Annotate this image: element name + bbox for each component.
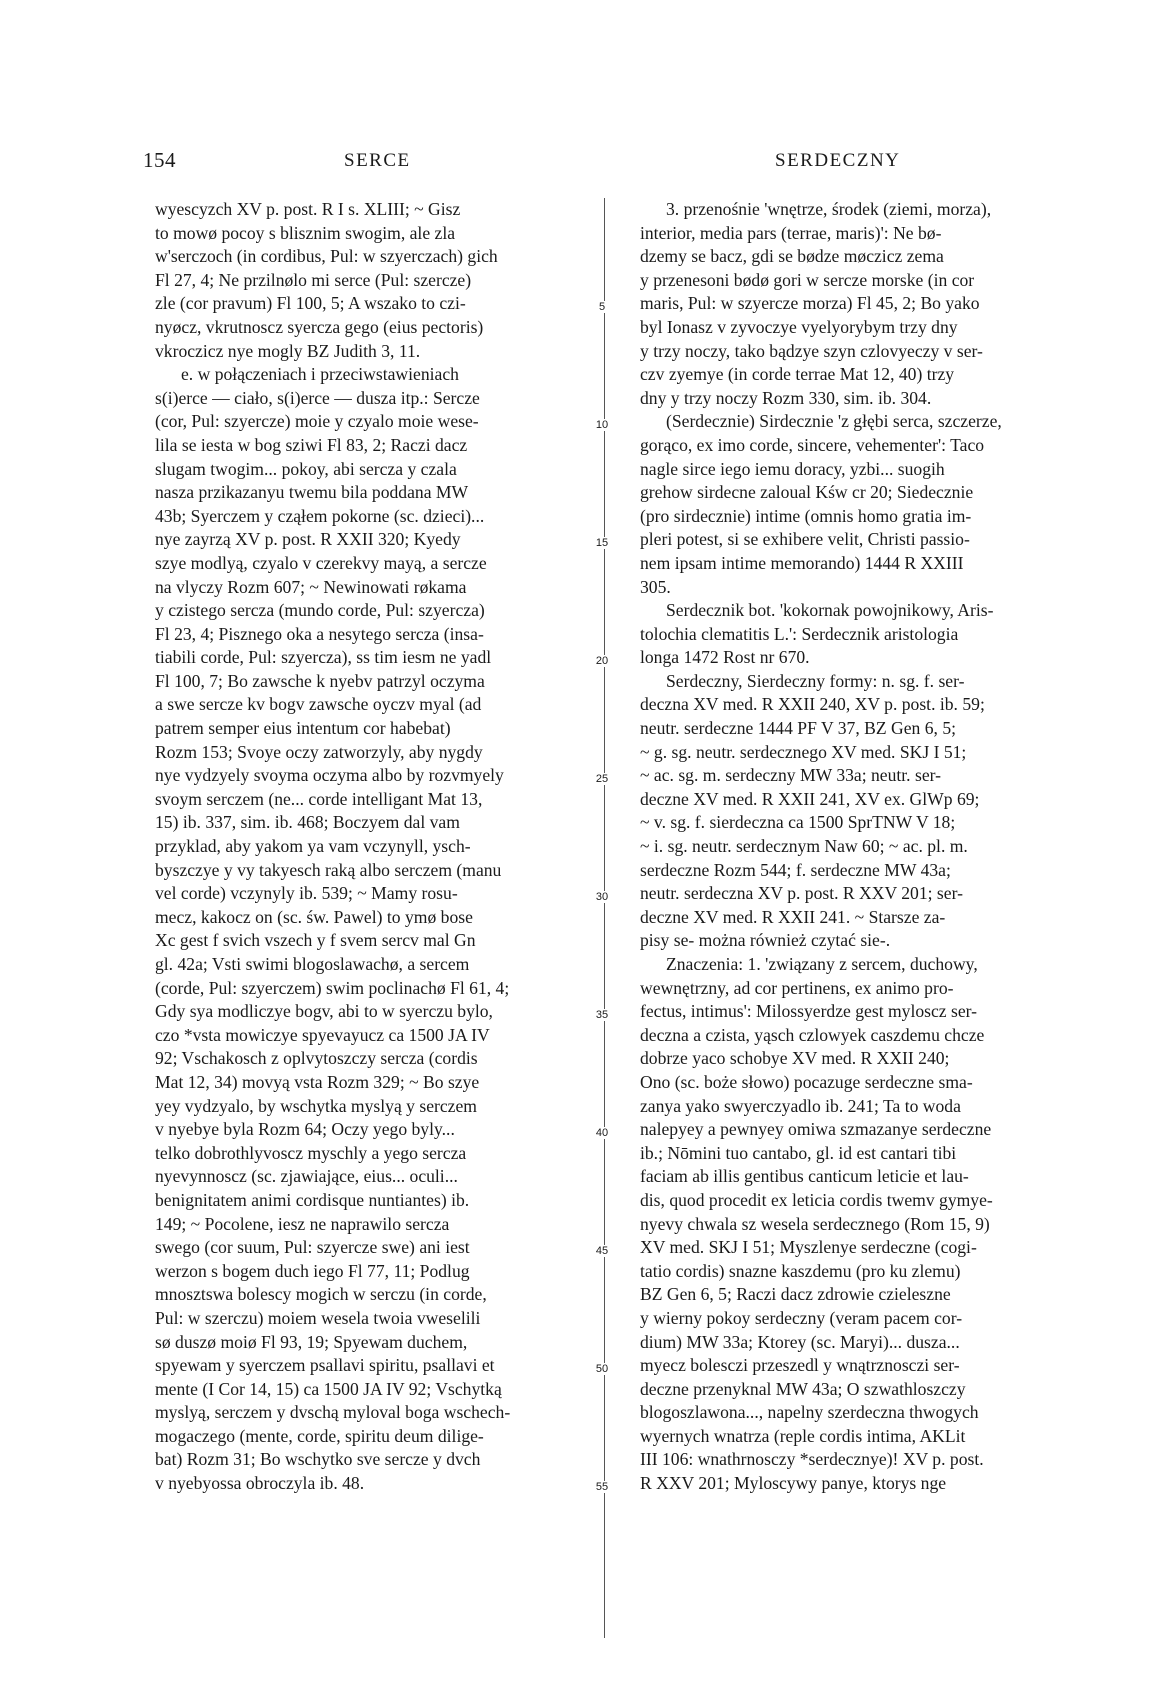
right-paragraph-4: Serdeczny, Sierdeczny formy: n. sg. f. ser- deczna XV med. R XXII 240, XV p. post. ib. 59; neutr. serdeczne 1444 PF V 37, BZ Gen 6, 5; ~ g. sg. neutr. serdecznego XV med. SKJ I 51; ~ ac. sg. m. serdeczny MW 33a; neutr. ser- deczne XV med. R XXII 241, XV ex. GlWp 69; ~ v. sg. f. sierdeczna ca 1500 SprTNW V 18; ~ i. sg. neutr. serdecznym Naw 60; ~ ac. pl. m. serdeczne Rozm 544; f. serdeczne MW 43a; neutr. serdeczna XV p. post. R XXV 201; ser- deczne XV med. R XXII 241. ~ Starsze za- pisy se- można również czytać sie-. [640,670,985,951]
line-number: 35 [590,1009,614,1021]
line-number: 30 [590,891,614,903]
line-number: 5 [590,301,614,313]
left-paragraph-1: wyescyzch XV p. post. R I s. XLIII; ~ Gisz to mowø pocoy s blisznim swogim, ale zla w'serczoch (in cordibus, Pul: w szyerczach) gich Fl 27, 4; Ne przilnølo mi serce (Pul: szercze) zle (cor pravum) Fl 100, 5; A wszako to czi- nyøcz, vkrutnoscz syercza gego (eius pectoris) vkroczicz nye mogly BZ Judith 3, 11. [155,199,498,361]
right-paragraph-5: Znaczenia: 1. 'związany z sercem, duchowy, wewnętrzny, ad cor pertinens, ex animo pro- fectus, intimus': Milossyerdze gest myloscz ser- deczna a czista, yąsch czlowyek caszdemu chcze dobrze yaco schobye XV med. R XXII 240; Ono (sc. boże słowo) pocazuge serdeczne sma- zanya yako swyerczyadlo ib. 241; Ta to woda nalepyey a pewnyey omiwa szmazanye serdeczne ib.; Nōmini tuo cantabo, gl. id est cantari tibi faciam ab illis gentibus canticum leticie et lau- dis, quod procedit ex leticia cordis twemv gymye- nyevy chwala sz wesela serdecznego (Rom 15, 9) XV med. SKJ I 51; Myszlenye serdeczne (cogi- tatio cordis) snazne kaszdemu (pro ku zlemu) BZ Gen 6, 5; Raczi dacz zdrowie czieleszne y wierny pokoy serdeczny (veram pacem cor- dium) MW 33a; Ktorey (sc. Maryi)... dusza... myecz bolesczi przeszedl y wnątrznosczi ser- deczne przenyknal MW 43a; O szwathloszczy blogoszlawona..., napelny szerdeczna thwogych wyernych wnatrza (reple cordis intima, AKLit III 106: wnathrnosczy *serdecznye)! XV p. post. R XXV 201; Myloscywy panye, ktorys nge [640,954,993,1494]
right-column [640,198,1048,1496]
line-number: 15 [590,537,614,549]
left-running-head: SERCE [344,150,411,171]
page-number: 154 [143,148,176,172]
right-paragraph-2: (Serdecznie) Sirdecznie 'z głębi serca, szczerze, gorąco, ex imo corde, sincere, vehementer': Taco nagle sirce iego iemu doracy, yzbi... suogih grehow sirdecne zaloual Kśw cr 20; Siedecznie (pro sirdecznie) intime (omnis homo gratia im- pleri potest, si se exhibere velit, Christi passio- nem ipsam intime memorando) 1444 R XXIII 305. [640,411,1002,597]
page-header [0,148,1163,178]
right-paragraph-1: 3. przenośnie 'wnętrze, środek (ziemi, morza), interior, media pars (terrae, maris)': Ne bø- dzemy se bacz, gdi se bødze møczicz zema y przenesoni bødø gori w sercze morske (in cor maris, Pul: w szyercze morza) Fl 45, 2; Bo yako byl Ionasz v zyvoczye vyelyorybym trzy dny y trzy noczy, tako bądzye szyn czlovyeczy v ser- czv zyemye (in corde terrae Mat 12, 40) trzy dny y trzy noczy Rozm 330, sim. ib. 304. [640,199,992,408]
right-paragraph-3: Serdecznik bot. 'kokornak powojnikowy, Aris- tolochia clematitis L.': Serdecznik aristologia longa 1472 Rost nr 670. [640,600,994,668]
line-number: 10 [590,419,614,431]
line-number: 40 [590,1127,614,1139]
line-number: 50 [590,1363,614,1375]
line-number: 25 [590,773,614,785]
right-running-head: SERDECZNY [775,150,901,171]
line-number: 20 [590,655,614,667]
left-paragraph-2: e. w połączeniach i przeciwstawieniach s(i)erce — ciało, s(i)erce — dusza itp.: Sercze (cor, Pul: szyercze) moie y czyalo moie wese- lila se iesta w bog sziwi Fl 83, 2; Raczi dacz slugam twogim... pokoy, abi sercza y czala nasza przikazanyu twemu bila poddana MW 43b; Syerczem y cząłem pokorne (sc. dzieci)... nye zayrzą XV p. post. R XXII 320; Kyedy szye modlyą, czyalo v czerekvy mayą, a sercze na vlyczy Rozm 607; ~ Newinowati røkama y czistego sercza (mundo corde, Pul: szyercza) Fl 23, 4; Pisznego oka a nesytego sercza (insa- tiabili corde, Pul: szyercza), ss tim iesm ne yadl Fl 100, 7; Bo zawsche k nyebv patrzyl oczyma a swe sercze kv bogv zawsche oyczv myal (ad patrem semper eius intentum cor habebat) Rozm 153; Svoye oczy zatworzyly, aby nygdy nye vydzyely svoyma oczyma albo by rozvmyely svoym serczem (ne... corde intelligant Mat 13, 15) ib. 337, sim. ib. 468; Boczyem dal vam przyklad, aby yakom ya vam vczynyll, ysch- byszczye y vy takyesch raką albo serczem (manu vel corde) vczynyly ib. 539; ~ Mamy rosu- mecz, kakocz on (sc. św. Pawel) to ymø bose Xc gest f svich vszech y f svem sercv mal Gn gl. 42a; Vsti swimi blogoslawachø, a sercem (corde, Pul: szyerczem) swim poclinachø Fl 61, 4; Gdy sya modliczye bogv, abi to w syerczu bylo, czo *vsta mowiczye spyevayucz ca 1500 JA IV 92; Vschakosch z oplvytoszczy sercza (cordis Mat 12, 34) movyą vsta Rozm 329; ~ Bo szye yey vydzyalo, by wschytka myslyą y serczem v nyebye byla Rozm 64; Oczy yego byly... telko dobrothlyvoscz myschly a yego sercza nyevynnoscz (sc. zjawiające, eius... oculi... benignitatem animi cordisque nuntiantes) ib. 149; ~ Pocolene, iesz ne naprawilo sercza swego (cor suum, Pul: szyercze swe) ani iest werzon s bogem duch iego Fl 77, 11; Podlug mnosztswa bolescy mogich w serczu (in corde, Pul: w szerczu) moiem wesela twoia vweselili sø duszø moiø Fl 93, 19; Spyewam duchem, spyewam y syerczem psallavi spiritu, psallavi et mente (I Cor 14, 15) ca 1500 JA IV 92; Vschytką myslyą, serczem y dvschą myloval boga wschech- mogaczego (mente, corde, spiritu deum dilige- bat) Rozm 31; Bo wschytko sve sercze y dvch v nyebyossa obroczyla ib. 48. [155,364,511,1494]
line-number: 55 [590,1481,614,1493]
line-number: 45 [590,1245,614,1257]
column-divider [604,198,605,1638]
left-column [155,198,583,1496]
